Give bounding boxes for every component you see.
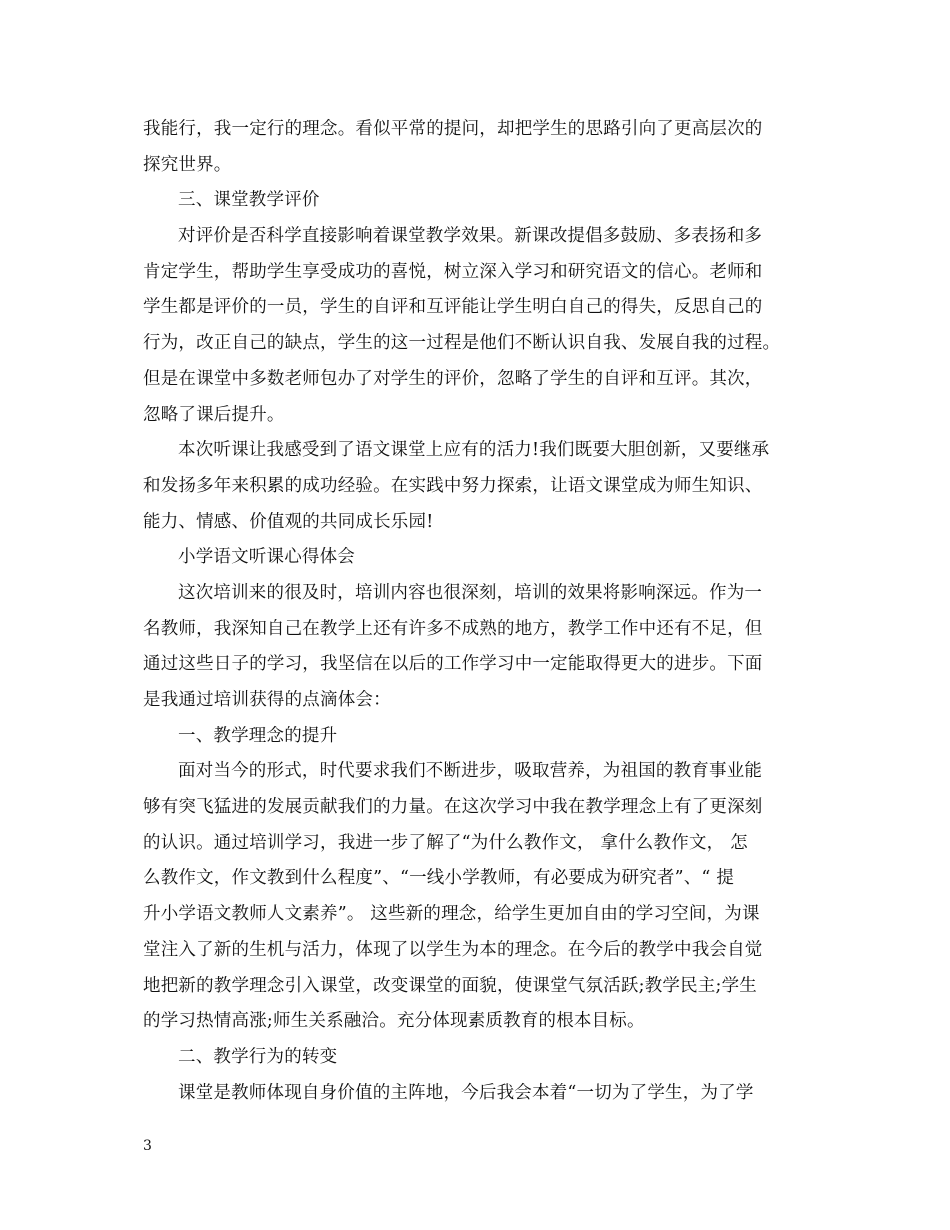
text-line: 么教作文，作文教到什么程度”、“一线小学教师，有必要成为研究者”、“ 提 — [143, 868, 735, 889]
text-line: 名教师，我深知自己在教学上还有许多不成熟的地方，教学工作中还有不足，但 — [143, 618, 763, 639]
text-line: 堂注入了新的生机与活力，体现了以学生为本的理念。在今后的教学中我会自觉 — [143, 939, 763, 960]
section-heading: 二、教学行为的转变 — [178, 1046, 338, 1067]
article-title: 小学语文听课心得体会 — [178, 547, 355, 568]
page-number: 3 — [143, 1138, 152, 1154]
text-line: 和发扬多年来积累的成功经验。在实践中努力探索，让语文课堂成为师生知识、 — [143, 475, 763, 496]
text-line: 忽略了课后提升。 — [143, 404, 285, 425]
text-line: 的认识。通过培训学习，我进一步了解了“为什么教作文， 拿什么教作文， 怎 — [143, 832, 748, 853]
text-line: 我能行，我一定行的理念。看似平常的提问，却把学生的思路引向了更高层次的 — [143, 119, 763, 139]
text-line: 本次听课让我感受到了语文课堂上应有的活力!我们既要大胆创新，又要继承 — [178, 440, 770, 461]
text-line: 能力、情感、价值观的共同成长乐园! — [143, 511, 434, 532]
text-line: 行为，改正自己的缺点，学生的这一过程是他们不断认识自我、发展自我的过程。 — [143, 333, 781, 354]
text-line: 肯定学生，帮助学生享受成功的喜悦，树立深入学习和研究语文的信心。老师和 — [143, 261, 763, 282]
text-line: 升小学语文教师人文素养”。 这些新的理念，给学生更加自由的学习空间，为课 — [143, 904, 760, 925]
text-line: 是我通过培训获得的点滴体会： — [143, 690, 391, 710]
text-line: 通过这些日子的学习，我坚信在以后的工作学习中一定能取得更大的进步。下面 — [143, 654, 763, 675]
text-line: 这次培训来的很及时，培训内容也很深刻，培训的效果将影响深远。作为一 — [178, 582, 763, 603]
text-line: 对评价是否科学直接影响着课堂教学效果。新课改提倡多鼓励、多表扬和多 — [178, 226, 763, 247]
text-line: 探究世界。 — [143, 154, 232, 175]
text-line: 但是在课堂中多数老师包办了对学生的评价，忽略了学生的自评和互评。其次， — [143, 368, 763, 389]
document-body — [143, 112, 823, 1111]
text-line: 面对当今的形式，时代要求我们不断进步，吸取营养，为祖国的教育事业能 — [178, 761, 763, 782]
text-line: 课堂是教师体现自身价值的主阵地，今后我会本着“一切为了学生，为了学 — [178, 1082, 754, 1103]
text-line: 地把新的教学理念引入课堂，改变课堂的面貌，使课堂气氛活跃;教学民主;学生 — [143, 975, 757, 996]
text-line: 学生都是评价的一员，学生的自评和互评能让学生明白自己的得失，反思自己的 — [143, 297, 763, 318]
text-line: 够有突飞猛进的发展贡献我们的力量。在这次学习中我在教学理念上有了更深刻 — [143, 797, 763, 818]
section-heading: 一、教学理念的提升 — [178, 725, 338, 746]
text-line: 的学习热情高涨;师生关系融洽。充分体现素质教育的根本目标。 — [143, 1011, 645, 1032]
section-heading: 三、课堂教学评价 — [178, 190, 320, 211]
